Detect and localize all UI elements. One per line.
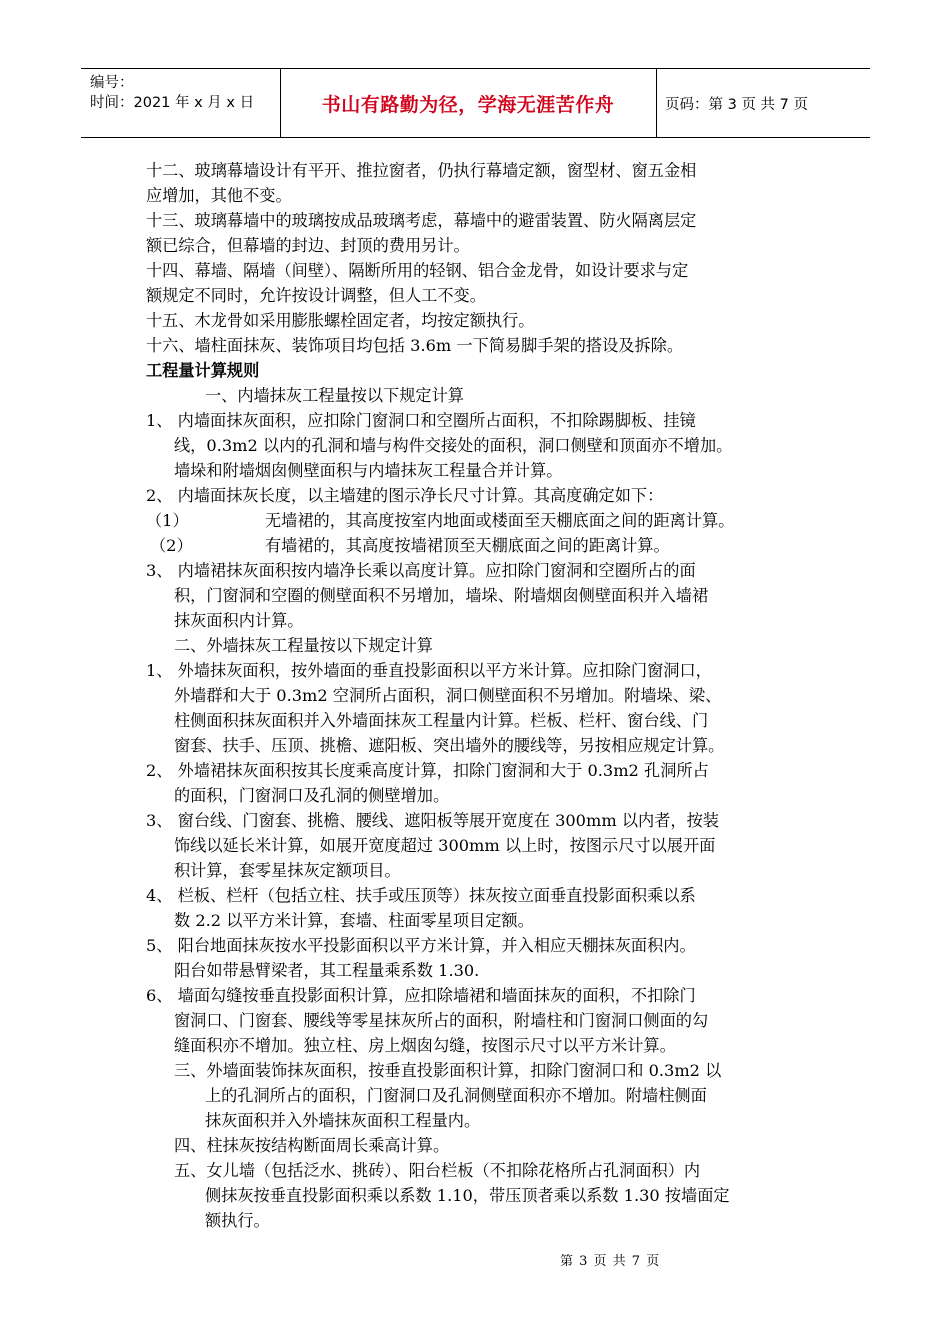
text-line: 柱侧面积抹灰面积并入外墙面抹灰工程量内计算。栏板、栏杆、窗台线、门 [174, 711, 709, 730]
list-item: 6、 墙面勾缝按垂直投影面积计算，应扣除墙裙和墙面抹灰的面积，不扣除门 [146, 986, 696, 1005]
text-line: 额执行。 [205, 1211, 270, 1230]
text-line: 窗套、扶手、压顶、挑檐、遮阳板、突出墙外的腰线等，另按相应规定计算。 [174, 736, 725, 755]
text-line: 上的孔洞所占的面积，门窗洞口及孔洞侧壁面积亦不增加。附墙柱侧面 [205, 1086, 707, 1105]
text-line: 饰线以延长米计算，如展开宽度超过 300mm 以上时，按图示尺寸以展开面 [174, 836, 716, 855]
text-line: 十五、木龙骨如采用膨胀螺栓固定者，均按定额执行。 [146, 311, 535, 330]
header-page-info: 页码：第 3 页 共 7 页 [665, 96, 808, 113]
header-motto: 书山有路勤为径，学海无涯苦作舟 [321, 93, 615, 116]
list-item: 1、 内墙面抹灰面积，应扣除门窗洞口和空圈所占面积，不扣除踢脚板、挂镜 [146, 411, 696, 430]
text-line: 积计算，套零星抹灰定额项目。 [174, 861, 401, 880]
text-line: 外墙群和大于 0.3m2 空洞所占面积，洞口侧壁面积不另增加。附墙垛、梁、 [174, 686, 722, 705]
list-item: 4、 栏板、栏杆（包括立柱、扶手或压顶等）抹灰按立面垂直投影面积乘以系 [146, 886, 696, 905]
text-line: 窗洞口、门窗套、腰线等零星抹灰所占的面积，附墙柱和门窗洞口侧面的勾 [174, 1011, 709, 1030]
subsection-heading: 二、外墙抹灰工程量按以下规定计算 [174, 636, 433, 655]
text-line: 墙垛和附墙烟囱侧壁面积与内墙抹灰工程量合并计算。 [174, 461, 563, 480]
text-line: 积，门窗洞和空圈的侧壁面积不另增加，墙垛、附墙烟囱侧壁面积并入墙裙 [174, 586, 709, 605]
text-line: 抹灰面积并入外墙抹灰面积工程量内。 [205, 1111, 481, 1130]
header-meta [90, 73, 254, 113]
doc-date: 时间：2021 年 x 月 x 日 [90, 95, 255, 111]
list-item: 5、 阳台地面抹灰按水平投影面积以平方米计算，并入相应天棚抹灰面积内。 [146, 936, 696, 955]
text-line: 的面积，门窗洞口及孔洞的侧壁增加。 [174, 786, 450, 805]
list-item: 2、 外墙裙抹灰面积按其长度乘高度计算，扣除门窗洞和大于 0.3m2 孔洞所占 [146, 761, 709, 780]
text-line: 十四、幕墙、隔墙（间壁）、隔断所用的轻钢、铝合金龙骨，如设计要求与定 [146, 261, 689, 280]
page-header [81, 68, 870, 138]
text-line: 侧抹灰按垂直投影面积乘以系数 1.10，带压顶者乘以系数 1.30 按墙面定 [205, 1186, 730, 1205]
list-item: 3、 内墙裙抹灰面积按内墙净长乘以高度计算。应扣除门窗洞和空圈所占的面 [146, 561, 696, 580]
sub-item-number: （2） [150, 536, 193, 555]
list-item: 三、外墙面装饰抹灰面积，按垂直投影面积计算，扣除门窗洞口和 0.3m2 以 [174, 1061, 722, 1080]
text-line: 额规定不同时，允许按设计调整，但人工不变。 [146, 286, 486, 305]
section-heading: 工程量计算规则 [146, 361, 260, 380]
sub-item-text: 无墙裙的，其高度按室内地面或楼面至天棚底面之间的距离计算。 [265, 511, 735, 530]
text-line: 十三、玻璃幕墙中的玻璃按成品玻璃考虑，幕墙中的避雷装置、防火隔离层定 [146, 211, 697, 230]
doc-number-label: 编号： [90, 75, 134, 91]
list-item: 2、 内墙面抹灰长度，以主墙建的图示净长尺寸计算。其高度确定如下： [146, 486, 664, 505]
list-item: 四、柱抹灰按结构断面周长乘高计算。 [174, 1136, 450, 1155]
text-line: 线，0.3m2 以内的孔洞和墙与构件交接处的面积，洞口侧壁和顶面亦不增加。 [174, 436, 733, 455]
text-line: 十六、墙柱面抹灰、装饰项目均包括 3.6m 一下简易脚手架的搭设及拆除。 [146, 336, 684, 355]
text-line: 额已综合，但幕墙的封边、封顶的费用另计。 [146, 236, 470, 255]
text-line: 数 2.2 以平方米计算，套墙、柱面零星项目定额。 [174, 911, 534, 930]
list-item: 3、 窗台线、门窗套、挑檐、腰线、遮阳板等展开宽度在 300mm 以内者，按装 [146, 811, 719, 830]
list-item: 五、女儿墙（包括泛水、挑砖）、阳台栏板（不扣除花格所占孔洞面积）内 [174, 1161, 701, 1180]
text-line: 缝面积亦不增加。独立柱、房上烟囱勾缝，按图示尺寸以平方米计算。 [174, 1036, 676, 1055]
text-line: 十二、玻璃幕墙设计有平开、推拉窗者，仍执行幕墙定额，窗型材、窗五金相 [146, 161, 697, 180]
subsection-heading: 一、内墙抹灰工程量按以下规定计算 [205, 386, 464, 405]
text-line: 抹灰面积内计算。 [174, 611, 304, 630]
list-item: 1、 外墙抹灰面积，按外墙面的垂直投影面积以平方米计算。应扣除门窗洞口， [146, 661, 712, 680]
sub-item-text: 有墙裙的，其高度按墙裙顶至天棚底面之间的距离计算。 [265, 536, 670, 555]
text-line: 应增加，其他不变。 [146, 186, 292, 205]
sub-item-number: （1） [146, 511, 189, 530]
text-line: 阳台如带悬臂梁者，其工程量乘系数 1.30. [174, 961, 480, 980]
page-footer: 第 3 页 共 7 页 [560, 1254, 661, 1269]
header-divider [656, 69, 657, 137]
